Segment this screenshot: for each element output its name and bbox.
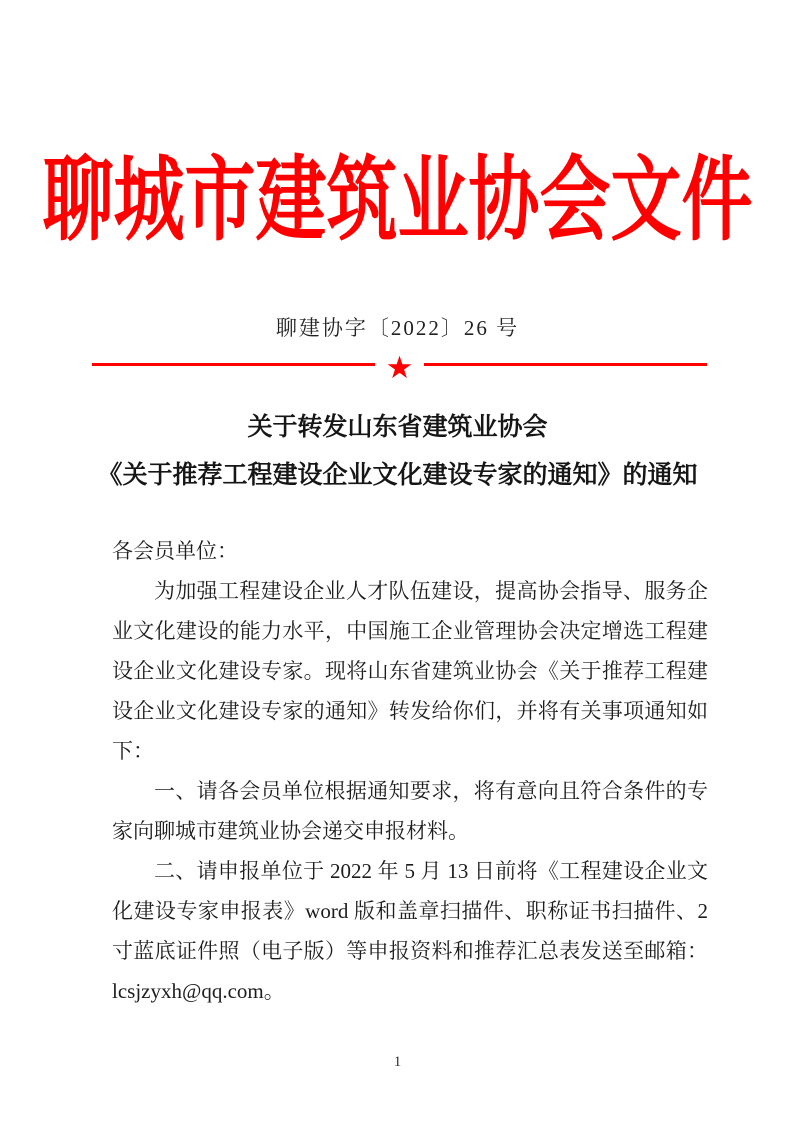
doc-title (0, 404, 795, 500)
paragraph-item-2: 二、请申报单位于 2022 年 5 月 13 日前将《工程建设企业文化建设专家申报表》word 版和盖章扫描件、职称证书扫描件、2 寸蓝底证件照（电子版）等申报资料和推荐汇总表发送至邮箱：lcsjzyxh@qq.com。 (112, 859, 708, 1003)
doc-title-line2: 《关于推荐工程建设企业文化建设专家的通知》的通知 (97, 462, 698, 489)
divider-line-right (424, 363, 707, 366)
paragraph-intro: 为加强工程建设企业人才队伍建设，提高协会指导、服务企业文化建设的能力水平，中国施工企业管理协会决定增选工程建设企业文化建设专家。现将山东省建筑业协会《关于推荐工程建设企业文化建设专家的通知》转发给你们，并将有关事项通知如下： (112, 579, 708, 763)
doc-title-line1: 关于转发山东省建筑业协会 (247, 414, 548, 441)
doc-number: 聊建协字〔2022〕26 号 (275, 316, 520, 340)
paragraph-item-1: 一、请各会员单位根据通知要求，将有意向且符合条件的专家向聊城市建筑业协会递交申报材料。 (112, 779, 708, 843)
page-number: 1 (393, 1054, 402, 1070)
divider-line-left (92, 363, 375, 366)
letterhead-title: 聊城市建筑业协会文件 (42, 144, 753, 254)
red-divider (92, 348, 707, 385)
document-body (112, 531, 708, 1011)
salutation: 各会员单位： (112, 539, 238, 563)
star-icon: ★ (385, 349, 414, 385)
